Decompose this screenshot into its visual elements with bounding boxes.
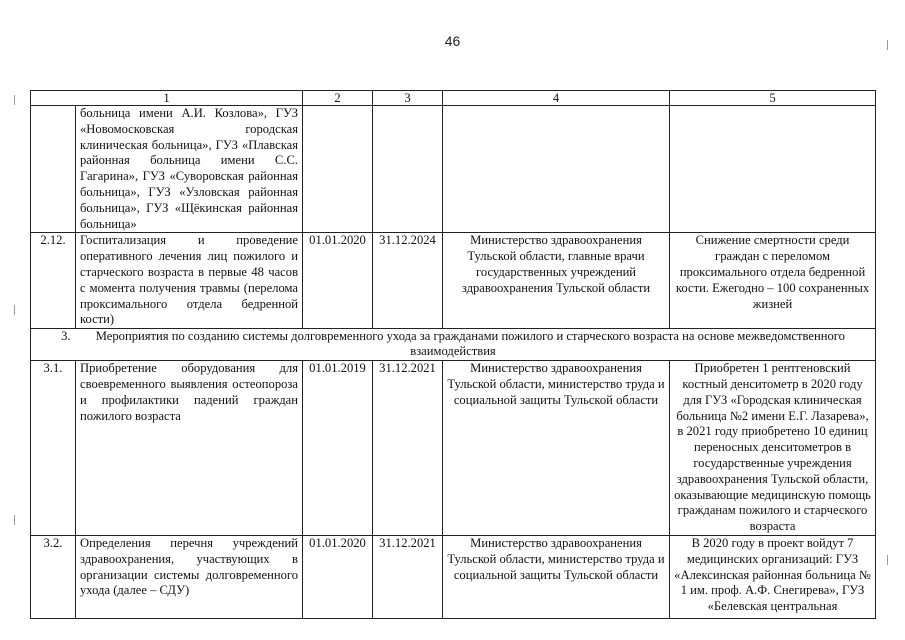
margin-mark-left-bottom: [14, 515, 15, 525]
header-col-2: 2: [303, 91, 373, 106]
row-responsible: Министерство здравоохранения Тульской области, министерство труда и социальной защиты Тульской области: [443, 535, 670, 618]
header-col-3: 3: [373, 91, 443, 106]
continuation-end: [373, 106, 443, 233]
measures-table: [30, 90, 876, 619]
section-title: Мероприятия по созданию системы долговременного ухода за гражданами пожилого и старческого возраста на основе межведомственного взаимодействия: [95, 329, 845, 359]
header-col-1: 1: [31, 91, 303, 106]
row-result: В 2020 году в проект войдут 7 медицинских организаций: ГУЗ «Алексинская районная больница № 1 им. проф. А.Ф. Снегирева», ГУЗ «Белевская центральная: [670, 535, 876, 618]
margin-mark-left-top: [14, 95, 15, 105]
section-num: 3.: [61, 329, 71, 344]
header-col-4: 4: [443, 91, 670, 106]
continuation-start: [303, 106, 373, 233]
row-num: 3.2.: [31, 535, 76, 618]
row-action: Приобретение оборудования для своевременного выявления остеопороза и профилактики падений граждан пожилого возраста: [76, 361, 303, 536]
row-start-date: 01.01.2020: [303, 233, 373, 329]
table-row: [31, 233, 876, 329]
header-row: [31, 91, 876, 106]
row-end-date: 31.12.2024: [373, 233, 443, 329]
row-num: 2.12.: [31, 233, 76, 329]
row-responsible: Министерство здравоохранения Тульской области, главные врачи государственных учреждений здравоохранения Тульской области: [443, 233, 670, 329]
page-number: 46: [444, 33, 461, 49]
table-row: [31, 361, 876, 536]
section-row: [31, 329, 876, 361]
row-num: 3.1.: [31, 361, 76, 536]
row-action: Госпитализация и проведение оперативного лечения лиц пожилого и старческого возраста в первые 48 часов с момента получения травмы (перелома проксимального отдела бедренной кости): [76, 233, 303, 329]
table-row: [31, 535, 876, 618]
continuation-responsible: [443, 106, 670, 233]
row-start-date: 01.01.2019: [303, 361, 373, 536]
header-col-5: 5: [670, 91, 876, 106]
row-action: Определения перечня учреждений здравоохранения, участвующих в организации системы долговременного ухода (далее – СДУ): [76, 535, 303, 618]
margin-mark-left-mid: [14, 305, 15, 315]
row-end-date: 31.12.2021: [373, 535, 443, 618]
continuation-num: [31, 106, 76, 233]
continuation-row: [31, 106, 876, 233]
row-result: Снижение смертности среди граждан с переломом проксимального отдела бедренной кости. Ежегодно – 100 сохраненных жизней: [670, 233, 876, 329]
row-result: Приобретен 1 рентгеновский костный денситометр в 2020 году для ГУЗ «Городская клиническая больница №2 имени Е.Г. Лазарева», в 2021 году приобретено 10 единиц переносных денситометров в государственные учреждения здравоохранения Тульской области, оказывающие медицинскую помощь гражданам пожилого и старческого возраста: [670, 361, 876, 536]
continuation-action: больница имени А.И. Козлова», ГУЗ «Новомосковская городская клиническая больница», ГУЗ «Плавская районная больница имени С.С. Гагарина», ГУЗ «Суворовская районная больница», ГУЗ «Узловская районная больница», ГУЗ «Щёкинская районная больница»: [76, 106, 303, 233]
row-end-date: 31.12.2021: [373, 361, 443, 536]
row-responsible: Министерство здравоохранения Тульской области, министерство труда и социальной защиты Тульской области: [443, 361, 670, 536]
continuation-result: [670, 106, 876, 233]
margin-mark-right-top: [887, 40, 888, 50]
row-start-date: 01.01.2020: [303, 535, 373, 618]
margin-mark-right-bottom: [887, 555, 888, 565]
section-heading: [31, 329, 876, 361]
